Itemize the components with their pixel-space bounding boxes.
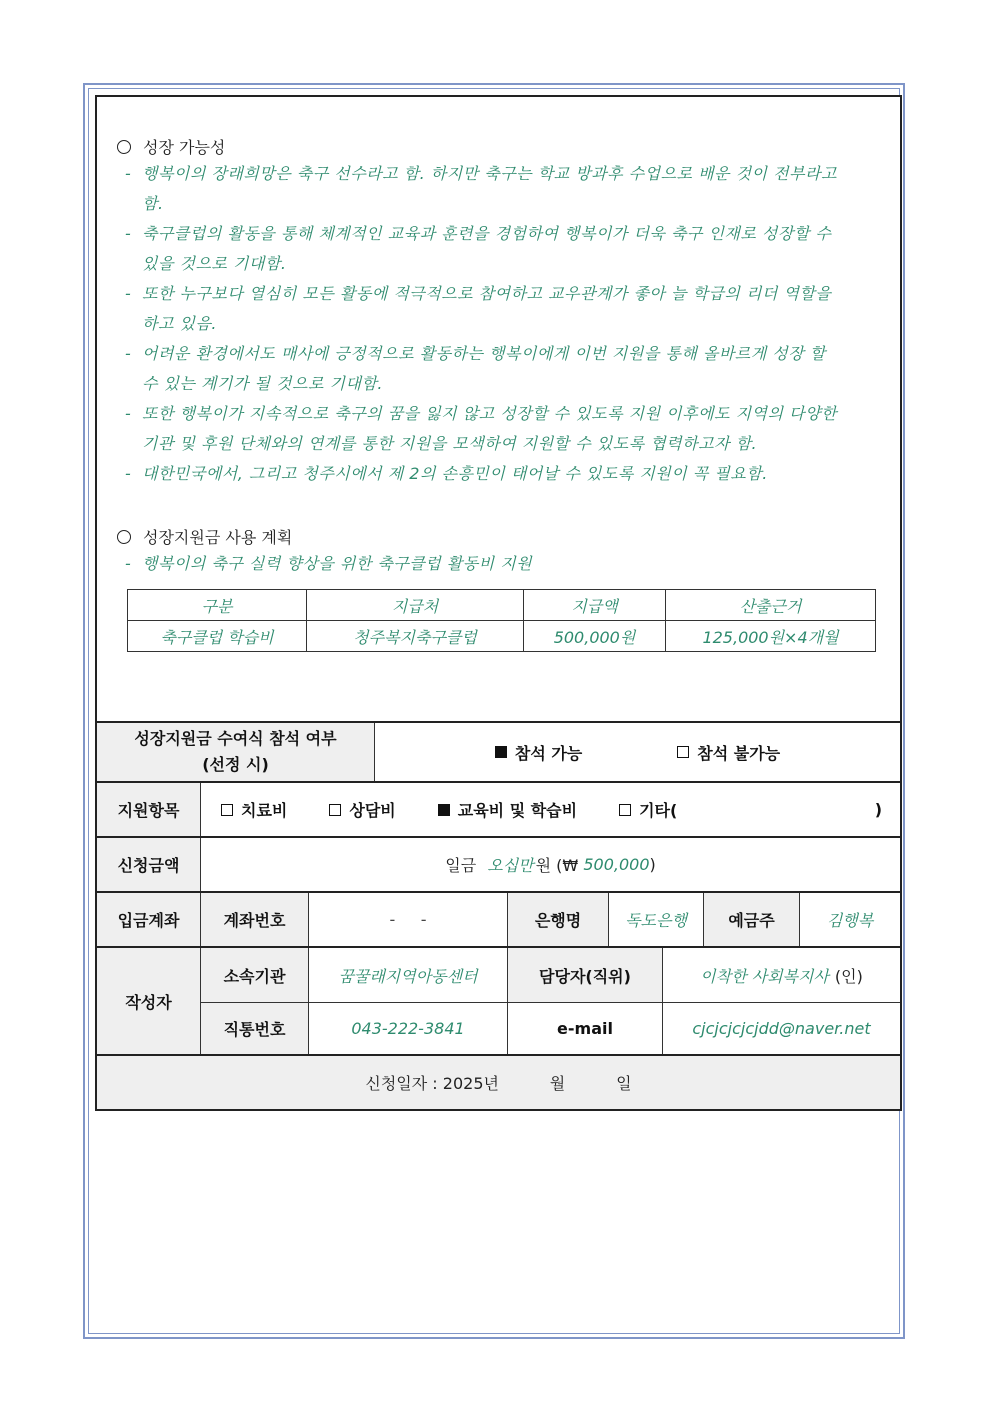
table-header-cell: 지급처 [307,590,524,621]
table-row [128,621,876,652]
budget-table [127,589,876,652]
checkbox-empty-icon [619,804,631,816]
writer-org-line [201,948,900,1003]
growth-bullet: - 축구클럽의 활동을 통해 체계적인 교육과 훈련을 경험하여 행복이가 더욱 축구 인재로 성장할 수 있을 것으로 기대함. [125,224,832,273]
table-cell: 125,000원×4개월 [666,621,876,652]
table-cell: 500,000원 [524,621,666,652]
amount-row [95,838,902,893]
plan-bullet: - 행복이의 축구 실력 향상을 위한 축구클럽 활동비 지원 [125,554,533,573]
account-label: 계좌번호 [201,893,309,946]
email-value[interactable]: cjcjcjcjcjdd@naver.net [692,1019,871,1038]
support-other-close: ) [874,800,882,819]
table-header-cell: 구분 [128,590,307,621]
account-value[interactable]: - - [309,893,508,946]
amount-value: 일금 오십만 원 (₩ 500,000 ) [445,855,656,875]
growth-section-title: 성장 가능성 [117,135,225,158]
phone-label: 직통번호 [201,1003,309,1054]
support-education-checkbox[interactable]: 교육비 및 학습비 [438,798,577,821]
ceremony-row [95,721,902,783]
bank-label: 은행명 [508,893,609,946]
table-header-cell: 산출근거 [666,590,876,621]
table-cell: 축구클럽 학습비 [128,621,307,652]
ceremony-label: 성장지원금 수여식 참석 여부 (선정 시) [97,723,375,781]
growth-bullet: - 어려운 환경에서도 매사에 긍정적으로 활동하는 행복이에게 이번 지원을 통해 올바르게 성장 할 수 있는 계기가 될 것으로 기대함. [125,344,826,393]
support-options [201,783,900,836]
plan-section-title: 성장지원금 사용 계획 [117,525,292,548]
email-label: e-mail [508,1003,663,1054]
holder-label: 예금주 [704,893,800,946]
growth-bullet: - 행복이의 장래희망은 축구 선수라고 함. 하지만 축구는 학교 방과후 수업으로 배운 것이 전부라고 함. [125,164,837,213]
date-row [95,1056,902,1111]
support-treatment-checkbox[interactable]: 치료비 [221,798,287,821]
manager-label: 담당자(직위) [508,948,663,1002]
org-label: 소속기관 [201,948,309,1002]
amount-label: 신청금액 [97,838,201,891]
growth-bullet: - 또한 누구보다 열심히 모든 활동에 적극적으로 참여하고 교우관계가 좋아 늘 학급의 리더 역할을 하고 있음. [125,284,832,333]
writer-details [201,948,900,1054]
checkbox-empty-icon [221,804,233,816]
support-label: 지원항목 [97,783,201,836]
holder-value[interactable]: 김행복 [826,911,874,930]
writer-row [95,948,902,1056]
ceremony-no-checkbox[interactable]: 참석 불가능 [677,741,780,764]
phone-value[interactable]: 043-222-3841 [309,1003,508,1054]
writer-label: 작성자 [97,948,201,1054]
table-header-row [128,590,876,621]
deposit-row [95,893,902,948]
support-row [95,783,902,838]
growth-bullet: - 또한 행복이가 지속적으로 축구의 꿈을 잃지 않고 성장할 수 있도록 지원 이후에도 지역의 다양한 기관 및 후원 단체와의 연계를 통한 지원을 모색하여 지원할 수 있도록 협력하고자 함. [125,404,837,453]
circle-bullet-icon [117,530,131,544]
growth-bullet: - 대한민국에서, 그리고 청주시에서 제 2의 손흥민이 태어날 수 있도록 지원이 꼭 필요함. [125,464,768,483]
checkbox-empty-icon [677,746,689,758]
bank-value[interactable]: 독도은행 [609,893,704,946]
support-counseling-checkbox[interactable]: 상담비 [329,798,395,821]
org-value[interactable]: 꿈꿀래지역아동센터 [309,948,508,1002]
table-cell: 청주복지축구클럽 [307,621,524,652]
checkbox-checked-icon [495,746,507,758]
deposit-label: 입금계좌 [97,893,201,946]
ceremony-options [375,723,900,781]
circle-bullet-icon [117,140,131,154]
ceremony-yes-checkbox[interactable]: 참석 가능 [495,741,582,764]
manager-value[interactable]: 이착한 사회복지사 (인) [700,966,863,986]
writer-contact-line [201,1003,900,1054]
checkbox-empty-icon [329,804,341,816]
table-header-cell: 지급액 [524,590,666,621]
support-other-checkbox[interactable]: 기타( [619,798,677,821]
application-date[interactable]: 신청일자 : 2025년 월 일 [365,1074,632,1093]
checkbox-checked-icon [438,804,450,816]
